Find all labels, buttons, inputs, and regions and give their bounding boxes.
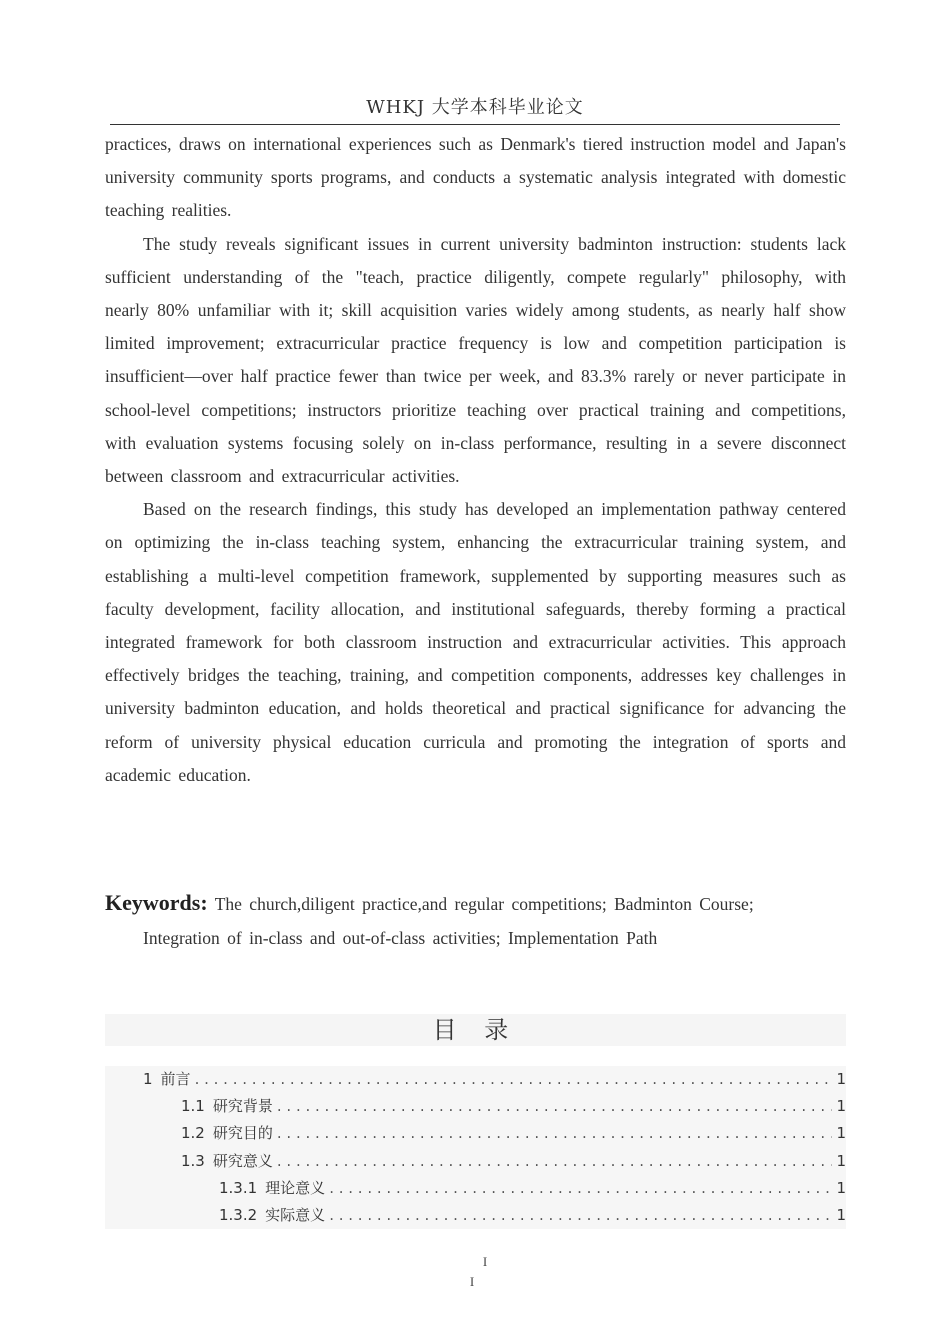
toc-entry-label: 实际意义 [265,1205,326,1224]
toc-entry-page: 1 [836,1205,846,1224]
toc-entry[interactable] [105,1120,846,1147]
toc-entry[interactable] [105,1175,846,1202]
toc-entry[interactable] [105,1066,846,1093]
keywords-block [105,886,846,955]
toc-leader-dots [329,1202,832,1229]
toc-leader-dots [277,1120,833,1147]
toc-entry-number: 1.3.2 [219,1205,258,1224]
toc-entry-page: 1 [836,1097,846,1116]
abstract-paragraph: practices, draws on international experiences such as Denmark's tiered instruction model and Japan's university community sports programs, and conducts a systematic analysis integrated with domestic teaching realities. [105,134,846,221]
toc-entry-number: 1 [143,1070,153,1088]
toc-entry-number: 1.3 [181,1151,205,1170]
toc-title: 目 录 [105,1014,846,1046]
table-of-contents [105,1066,846,1229]
toc-entry-number: 1.1 [181,1097,205,1116]
toc-entry-number: 1.3.1 [219,1178,258,1197]
toc-leader-dots [329,1175,832,1202]
toc-entry-label: 研究意义 [212,1151,273,1170]
page-number-secondary: I [469,1274,475,1289]
toc-leader-dots [277,1148,833,1175]
toc-entry-page: 1 [836,1178,846,1197]
toc-entry-label: 前言 [160,1070,191,1088]
toc-entry-label: 研究目的 [212,1124,273,1143]
abstract-body [105,128,846,792]
abstract-paragraph: The study reveals significant issues in current university badminton instruction: students lack sufficient understanding of the "teach, practice diligently, compete regularly" philosophy, with nearly 80% unfamiliar with it; skill acquisition varies widely among students, as nearly half show limited improvement; extracurricular practice frequency is low and competition participation is insufficient—over half practice fewer than twice per week, and 83.3% rarely or never participate in school-level competitions; instructors prioritize teaching over practical training and competitions, with evaluation systems focusing solely on in-class performance, resulting in a severe disconnect between classroom and extracurricular activities. [105,233,846,487]
toc-entry[interactable] [105,1202,846,1229]
running-header: WHKJ 大学本科毕业论文 [366,97,584,118]
toc-entry-page: 1 [836,1070,846,1088]
toc-entry-label: 理论意义 [265,1178,326,1197]
abstract-paragraph: Based on the research findings, this study has developed an implementation pathway centered on optimizing the in-class teaching system, enhancing the extracurricular training system, and establishing a multi-level competition framework, supplemented by supporting measures such as faculty development, facility allocation, and institutional safeguards, thereby forming a practical integrated framework for both classroom instruction and extracurricular activities. This approach effectively bridges the teaching, training, and competition components, addresses key challenges in university badminton education, and holds theoretical and practical significance for advancing the reform of university physical education curricula and promoting the integration of sports and academic education. [105,499,846,785]
page-number: I [482,1254,488,1269]
toc-entry[interactable] [105,1093,846,1120]
keywords-text-1: The church,diligent practice,and regular competitions; Badminton Course; [214,894,754,914]
toc-leader-dots [277,1093,833,1120]
toc-entry-page: 1 [836,1124,846,1143]
header-rule [110,124,840,125]
toc-entry[interactable] [105,1148,846,1175]
keywords-label: Keywords: [105,890,208,915]
toc-leader-dots [195,1066,833,1093]
toc-entry-page: 1 [836,1151,846,1170]
keywords-line-1 [105,886,846,921]
keywords-line-2: Integration of in-class and out-of-class activities; Implementation Path [143,928,658,948]
toc-entry-label: 研究背景 [212,1097,273,1116]
toc-entry-number: 1.2 [181,1124,205,1143]
